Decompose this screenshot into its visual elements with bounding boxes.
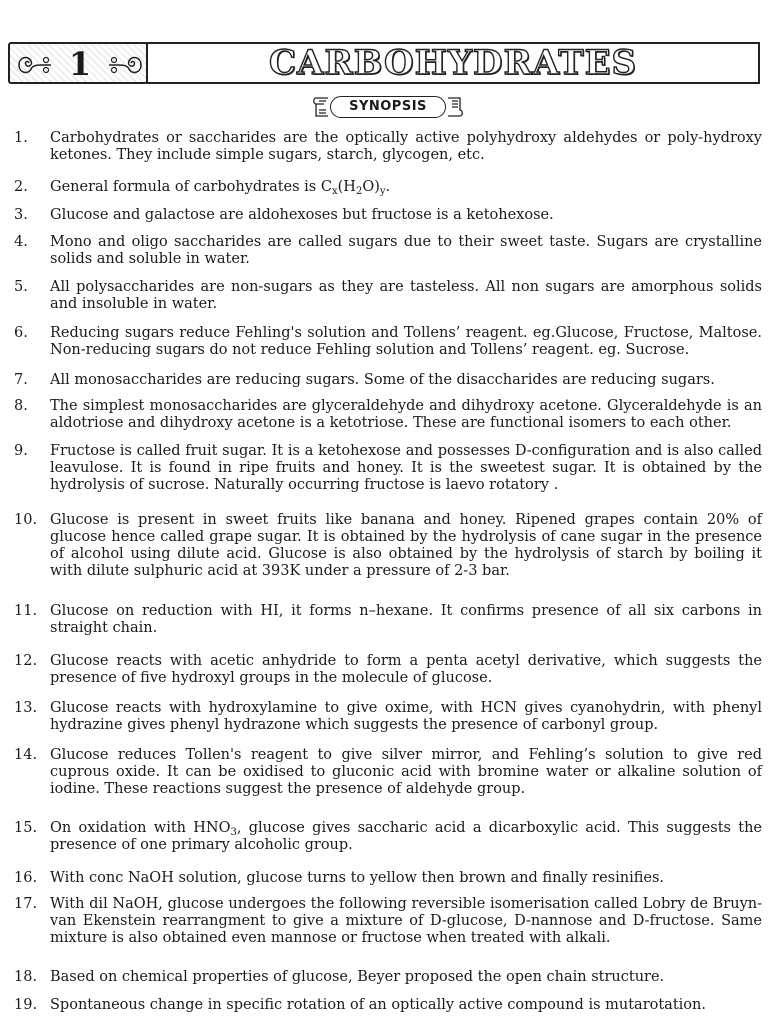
item-number: 13. bbox=[14, 700, 38, 716]
item-text: Glucose reacts with hydroxylamine to give oxime, with HCN gives cyanohydrin, with phenyl hydrazine gives phenyl hydrazone which suggests the presence of carbonyl group. bbox=[50, 700, 762, 733]
item-text: Based on chemical properties of glucose, Beyer proposed the open chain structure. bbox=[50, 969, 665, 985]
item-text-part: On oxidation with HNO bbox=[50, 820, 231, 836]
item-number: 2. bbox=[14, 179, 28, 195]
item-number: 18. bbox=[14, 969, 38, 985]
item-text-part: General formula of carbohydrates is bbox=[50, 179, 321, 195]
formula-part: (H bbox=[337, 179, 356, 195]
formula-part: . bbox=[385, 179, 391, 195]
item-text: Glucose is present in sweet fruits like banana and honey. Ripened grapes contain 20% of glucose hence called grape sugar. It is obtained by the hydrolysis of cane sugar in the presence of alcohol using dilute acid. Glucose is also obtained by the hydrolysis of starch by boiling it with dilute sulphuric acid at 393K under a pressure of 2-3 bar. bbox=[50, 512, 762, 579]
item-text: Glucose reacts with acetic anhydride to form a penta acetyl derivative, which suggests the presence of five hydroxyl groups in the molecule of glucose. bbox=[50, 653, 762, 686]
item-number: 10. bbox=[14, 512, 38, 528]
item-number: 16. bbox=[14, 870, 38, 886]
synopsis-label: SYNOPSIS bbox=[330, 96, 446, 118]
scroll-ornament-icon bbox=[312, 96, 330, 118]
item-text: Fructose is called fruit sugar. It is a ketohexose and possesses D-configuration and is also called leavulose. It is found in ripe fruits and honey. It is the sweetest sugar. It is obtained by the hydrolysis of sucrose. Naturally occurring fructose is laevo rotatory . bbox=[50, 443, 762, 493]
item-text: The simplest monosaccharides are glyceraldehyde and dihydroxy acetone. Glyceraldehyde is an aldotriose and dihydroxy acetone is a ketotriose. These are functional isomers to each other. bbox=[50, 398, 762, 431]
item-text: Glucose on reduction with HI, it forms n–hexane. It confirms presence of all six carbons in straight chain. bbox=[50, 603, 762, 636]
chapter-title: CARBOHYDRATES bbox=[268, 43, 638, 83]
item-number: 14. bbox=[14, 747, 38, 763]
item-number: 9. bbox=[14, 443, 28, 459]
formula-part: O) bbox=[362, 179, 380, 195]
item-text: Glucose reduces Tollen's reagent to give silver mirror, and Fehling’s solution to give red cuprous oxide. It can be oxidised to gluconic acid with bromine water or alkaline solution of iodine. These reactions suggest the presence of aldehyde group. bbox=[50, 747, 762, 797]
item-text: Carbohydrates or saccharides are the optically active polyhydroxy aldehydes or poly-hydroxy ketones. They include simple sugars, starch, glycogen, etc. bbox=[50, 130, 762, 163]
floral-ornament-icon bbox=[106, 52, 144, 78]
item-number: 1. bbox=[14, 130, 28, 146]
formula-subscript: 2 bbox=[355, 186, 363, 197]
item-number: 6. bbox=[14, 325, 28, 341]
formula-subscript: y bbox=[379, 186, 386, 197]
floral-ornament-icon bbox=[16, 52, 54, 78]
item-number: 7. bbox=[14, 372, 28, 388]
item-text: Spontaneous change in specific rotation of an optically active compound is mutarotation. bbox=[50, 997, 706, 1013]
formula-part: C bbox=[320, 179, 332, 195]
item-number: 15. bbox=[14, 820, 38, 836]
item-number: 4. bbox=[14, 234, 28, 250]
synopsis-banner bbox=[312, 96, 464, 118]
scroll-ornament-icon bbox=[446, 96, 464, 118]
chapter-title-box bbox=[146, 42, 760, 84]
chapter-number: 1 bbox=[68, 45, 92, 83]
formula-subscript: x bbox=[331, 186, 338, 197]
item-number: 11. bbox=[14, 603, 38, 619]
formula-subscript: 3 bbox=[230, 827, 237, 838]
item-text: Reducing sugars reduce Fehling's solution and Tollens’ reagent. eg.Glucose, Fructose, Maltose. Non-reducing sugars do not reduce Fehling solution and Tollens’ reagent. eg. Sucrose. bbox=[50, 325, 762, 358]
item-text-part: , glucose gives saccharic acid a dicarboxylic acid. This suggests the presence of one primary alcoholic group. bbox=[50, 820, 762, 853]
item-text: With conc NaOH solution, glucose turns to yellow then brown and finally resinifies. bbox=[50, 870, 665, 886]
item-text bbox=[50, 179, 762, 196]
item-number: 3. bbox=[14, 207, 28, 223]
item-text: All monosaccharides are reducing sugars. Some of the disaccharides are reducing sugars. bbox=[50, 372, 715, 388]
general-formula bbox=[321, 179, 390, 195]
chapter-header bbox=[8, 38, 760, 88]
item-text: Mono and oligo saccharides are called sugars due to their sweet taste. Sugars are crystalline solids and soluble in water. bbox=[50, 234, 762, 267]
item-text: All polysaccharides are non-sugars as they are tasteless. All non sugars are amorphous solids and insoluble in water. bbox=[50, 279, 762, 312]
item-text: Glucose and galactose are aldohexoses but fructose is a ketohexose. bbox=[50, 207, 554, 223]
item-number: 17. bbox=[14, 896, 38, 912]
item-number: 8. bbox=[14, 398, 28, 414]
item-number: 5. bbox=[14, 279, 28, 295]
chapter-number-box bbox=[8, 42, 148, 84]
item-number: 12. bbox=[14, 653, 38, 669]
item-text: With dil NaOH, glucose undergoes the following reversible isomerisation called Lobry de Bruyn-van Ekenstein rearrangment to give a mixture of D-glucose, D-nannose and D-fructose. Same mixture is also obtained even mannose or fructose when treated with alkali. bbox=[50, 896, 762, 946]
item-number: 19. bbox=[14, 997, 38, 1013]
item-text bbox=[50, 820, 762, 854]
